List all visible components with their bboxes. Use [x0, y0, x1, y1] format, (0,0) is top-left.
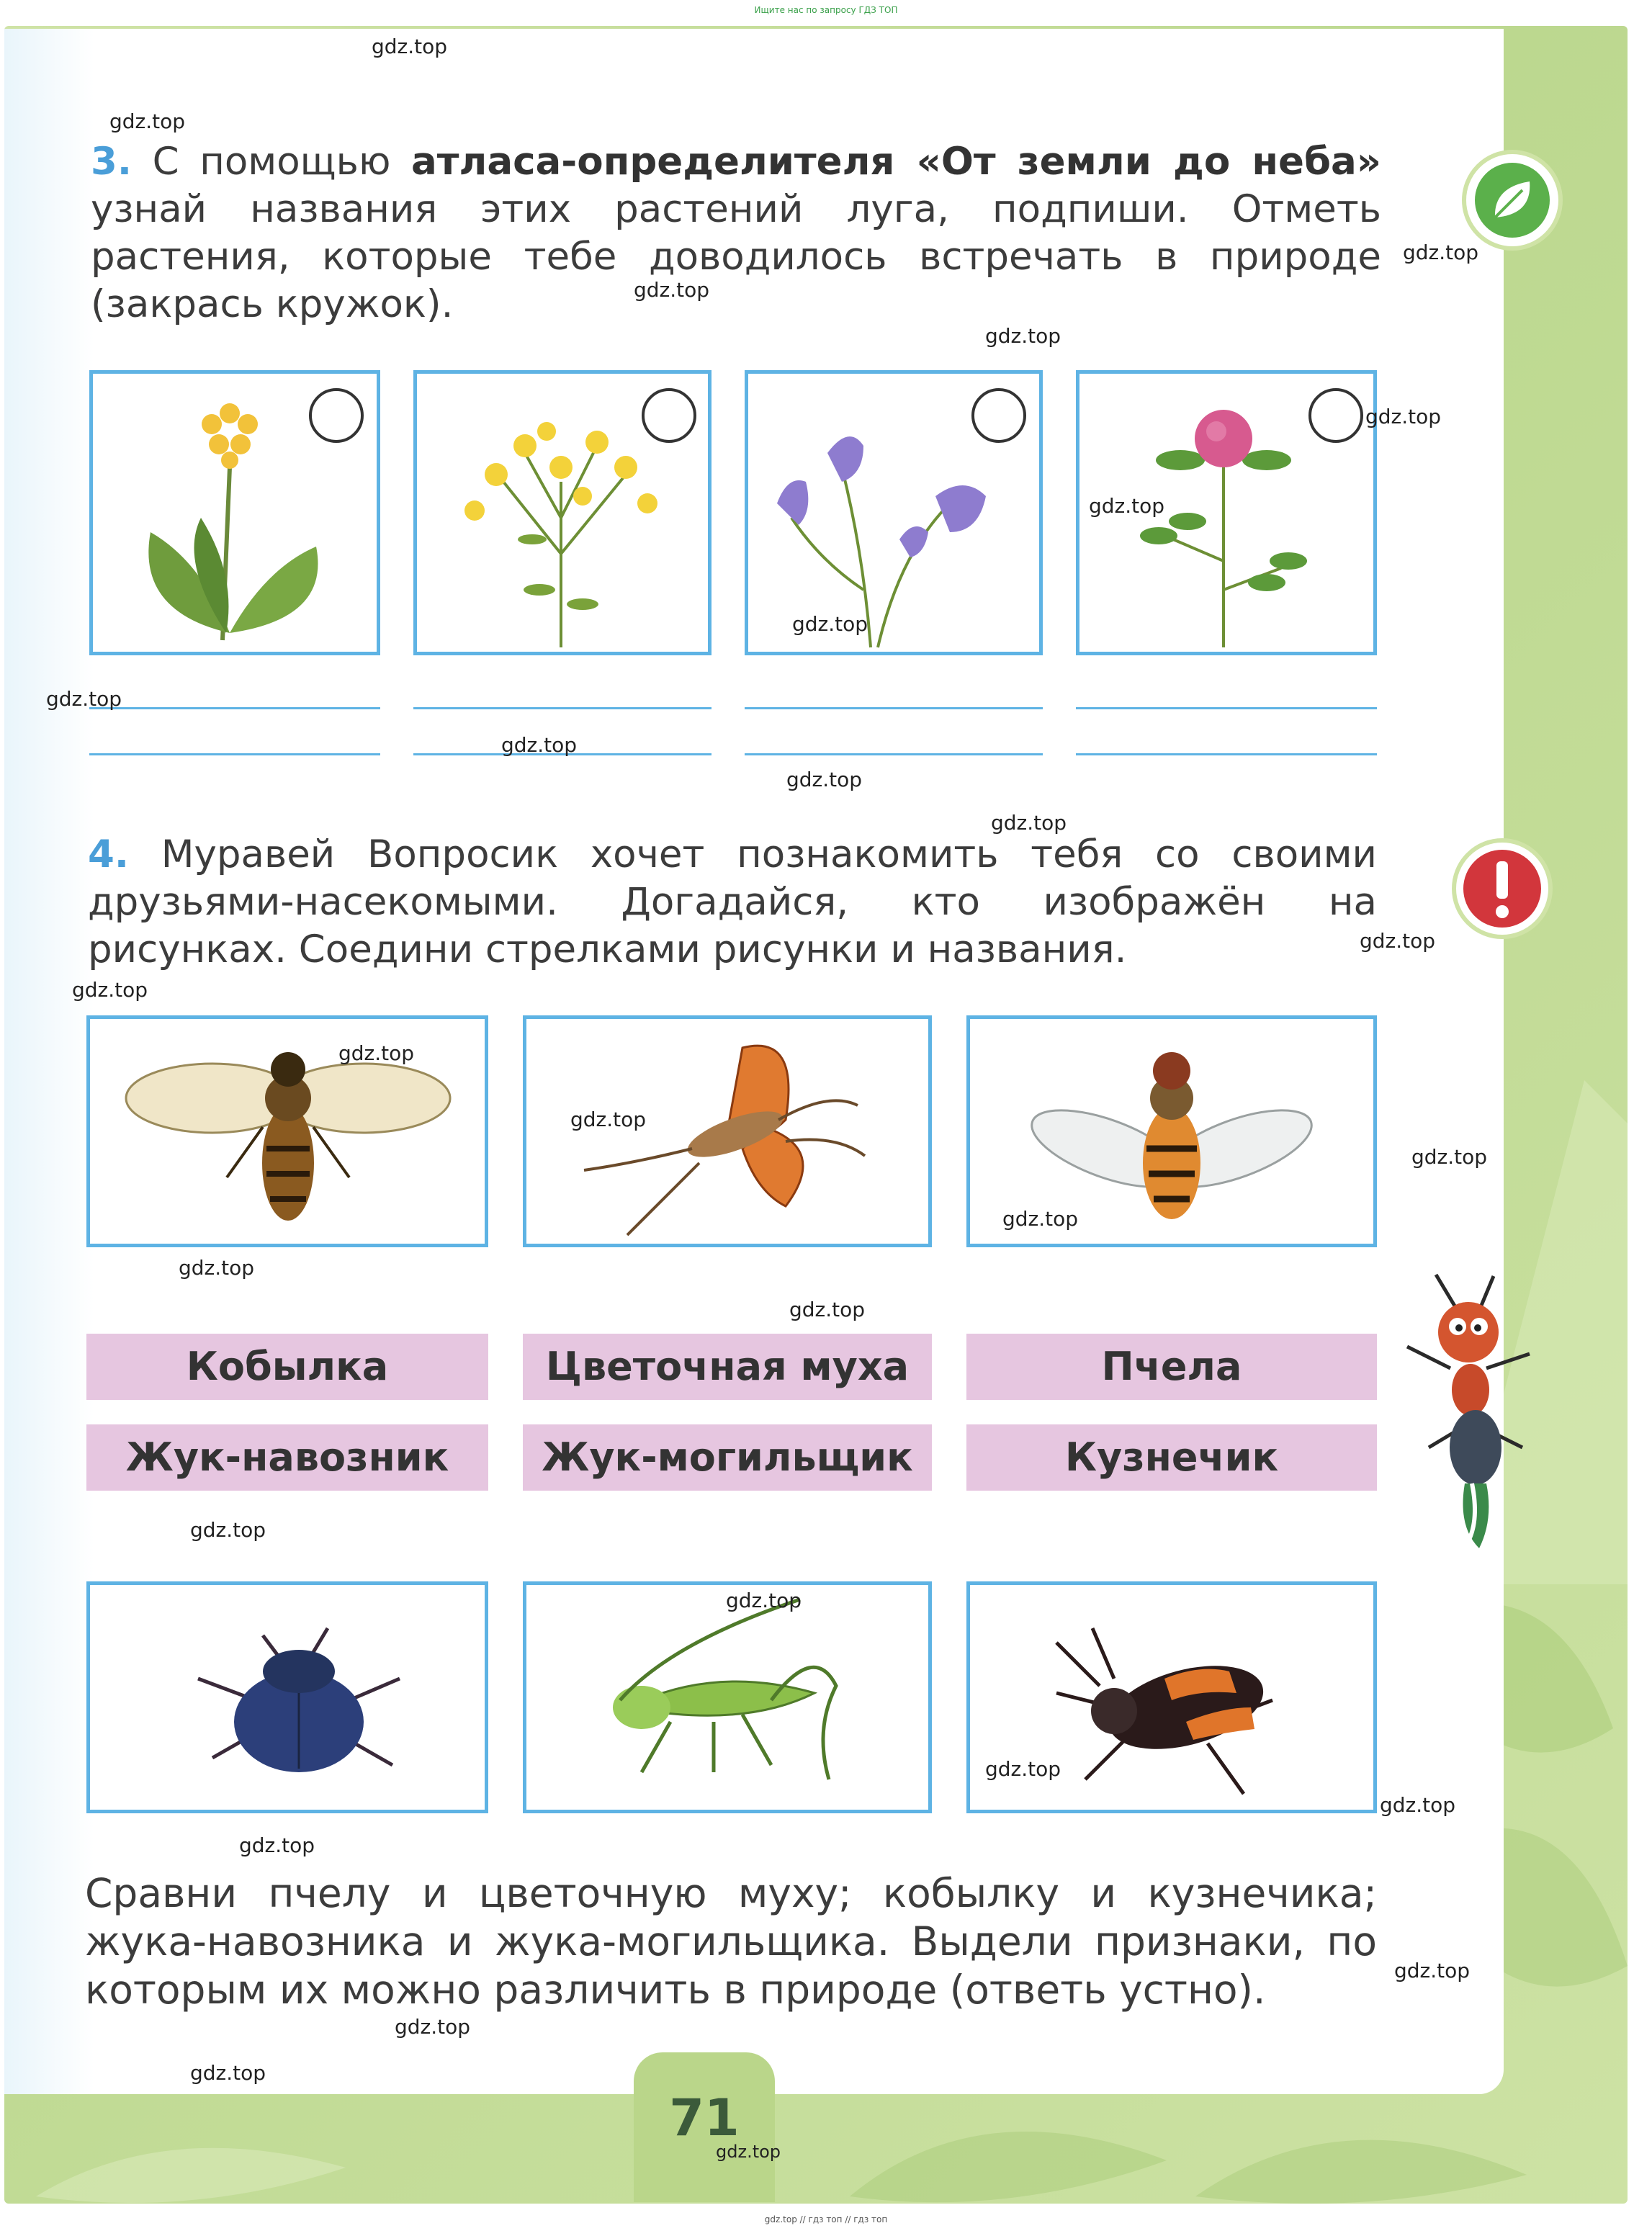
watermark-text: gdz.top: [570, 1108, 647, 1131]
insect-name-label[interactable]: Кузнечик: [966, 1424, 1377, 1491]
watermark-text: gdz.top: [190, 1518, 266, 1542]
insect-picture-frame[interactable]: [86, 1581, 488, 1813]
bee-insect: [90, 1019, 485, 1244]
watermark-text: gdz.top: [1403, 241, 1479, 264]
plant-picture-frame: [413, 370, 711, 655]
answer-line[interactable]: [745, 753, 1043, 755]
watermark-text: gdz.top: [634, 278, 710, 302]
plant-picture-frame: [745, 370, 1043, 655]
insect-picture-frame[interactable]: [86, 1015, 488, 1247]
answer-line[interactable]: [413, 707, 711, 709]
watermark-text: gdz.top: [985, 1757, 1061, 1781]
answer-line[interactable]: [89, 707, 380, 709]
watermark-text: gdz.top: [338, 1041, 415, 1065]
watermark-text: gdz.top: [786, 768, 863, 791]
watermark-text: gdz.top: [395, 2015, 471, 2039]
compare-instruction-text: Сравни пчелу и цветочную муху; кобылку и кузнечика; жука-навозника и жука-могильщика. Выдели признаки, по которым их можно различить в природе (ответь устно).: [85, 1870, 1377, 2013]
watermark-text: gdz.top: [239, 1833, 315, 1857]
watermark-text: gdz.top: [1394, 1959, 1471, 1983]
task-number: 3.: [91, 140, 133, 184]
watermark-text: gdz.top: [1089, 494, 1165, 518]
exclamation-badge-icon: [1452, 838, 1553, 939]
mark-circle[interactable]: [309, 388, 364, 443]
task-4-text: [88, 831, 1377, 974]
watermark-text: gdz.top: [190, 2061, 266, 2085]
insect-picture-frame[interactable]: [523, 1581, 932, 1813]
green-grasshopper-insect: [526, 1585, 928, 1810]
watermark-text: gdz.top: [792, 612, 868, 636]
watermark-text: gdz.top: [789, 1298, 866, 1321]
task-text-part: узнай названия этих растений луга, подпиши. Отметь растения, которые тебе доводилось встречать в природе (закрась кружок).: [91, 187, 1381, 326]
dung-beetle-insect: [90, 1585, 485, 1810]
mark-circle[interactable]: [642, 388, 696, 443]
leaf-decoration: [7, 2088, 627, 2204]
watermark-text: gdz.top: [716, 2142, 781, 2162]
insect-name-label[interactable]: Кобылка: [86, 1334, 488, 1400]
watermark-text: gdz.top: [1360, 929, 1436, 953]
top-banner: Ищите нас по запросу ГДЗ ТОП: [754, 5, 898, 15]
plant-picture-frame: [89, 370, 380, 655]
watermark-text: gdz.top: [179, 1256, 255, 1280]
insect-name-label[interactable]: Пчела: [966, 1334, 1377, 1400]
leaf-badge-icon: [1462, 150, 1563, 251]
watermark-text: gdz.top: [1002, 1207, 1079, 1231]
watermark-text: gdz.top: [72, 978, 148, 1002]
insect-name-label[interactable]: Жук-могильщик: [523, 1424, 932, 1491]
watermark-text: gdz.top: [991, 811, 1067, 835]
task-text-part: Муравей Вопросик хочет познакомить тебя со своими друзьями-насекомыми. Догадайся, кто изображён на рисунках. Соедини стрелками рисунки и названия.: [88, 832, 1377, 971]
mark-circle[interactable]: [1308, 388, 1363, 443]
watermark-text: gdz.top: [985, 324, 1061, 348]
answer-line[interactable]: [89, 753, 380, 755]
atlas-title: атласа-определителя «От земли до неба»: [411, 140, 1381, 184]
insect-name-label[interactable]: Жук-навозник: [86, 1424, 488, 1491]
watermark-text: gdz.top: [109, 109, 186, 133]
watermark-text: gdz.top: [501, 733, 578, 757]
answer-line[interactable]: [745, 707, 1043, 709]
watermark-text: gdz.top: [1380, 1793, 1456, 1817]
insect-picture-frame[interactable]: [523, 1015, 932, 1247]
grasshopper-orange-insect: [526, 1019, 928, 1244]
insect-name-label[interactable]: Цветочная муха: [523, 1334, 932, 1400]
page-number: 71: [669, 2088, 740, 2147]
watermark-text: gdz.top: [726, 1589, 802, 1612]
mark-circle[interactable]: [971, 388, 1026, 443]
task-text-part: С помощью: [132, 140, 412, 184]
task-number: 4.: [88, 832, 130, 876]
answer-line[interactable]: [1076, 753, 1377, 755]
footer-banner: gdz.top // гдз топ // гдз топ: [764, 2214, 888, 2224]
ant-mascot-image: [1386, 1267, 1551, 1555]
answer-line[interactable]: [1076, 707, 1377, 709]
watermark-text: gdz.top: [1365, 405, 1442, 428]
watermark-text: gdz.top: [372, 35, 448, 58]
watermark-text: gdz.top: [1411, 1145, 1488, 1169]
task-3-text: [91, 138, 1381, 328]
watermark-text: gdz.top: [46, 687, 122, 711]
